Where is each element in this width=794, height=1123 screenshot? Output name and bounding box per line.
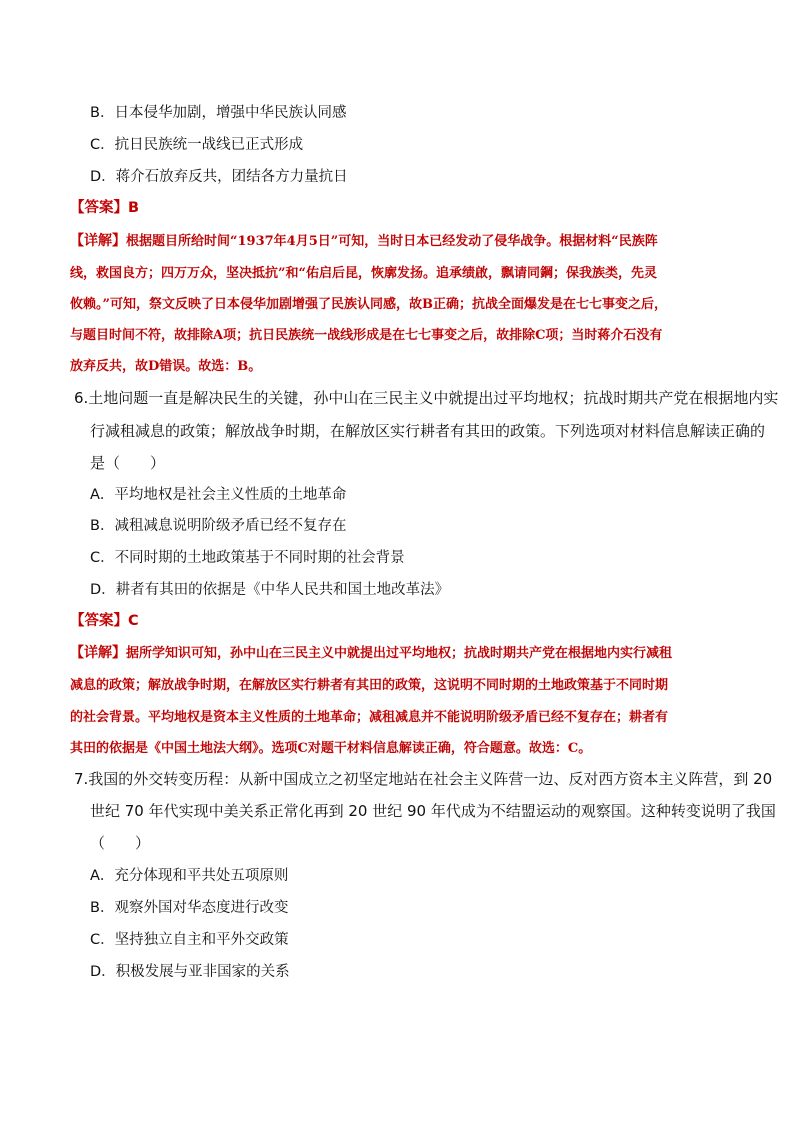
answer-value: B	[128, 200, 140, 216]
q6-option-c: C．不同时期的土地政策基于不同时期的社会背景	[90, 550, 405, 566]
q6-stem-line-1: 6.土地问题一直是解决民生的关键，孙中山在三民主义中就提出过平均地权；抗战时期共产党在根据地内实	[74, 389, 779, 407]
q7-option-d: D．积极发展与亚非国家的关系	[90, 964, 290, 980]
q5-detail-line-5: 放弃反共，故D错误。故选：B。	[70, 359, 262, 374]
q6-answer	[70, 609, 139, 630]
q6-option-a: A．平均地权是社会主义性质的土地革命	[90, 487, 347, 503]
answer-label: 【答案】	[70, 613, 128, 629]
q5-option-d: D．蒋介石放弃反共，团结各方力量抗日	[90, 169, 348, 185]
q5-detail-line-4: 与题目时间不符，故排除A项；抗日民族统一战线形成是在七七事变之后，故排除C项；当时蒋介石没有	[70, 328, 663, 343]
detail-label: 【详解】	[70, 233, 126, 249]
q7-option-b: B．观察外国对华态度进行改变	[90, 900, 289, 916]
q5-option-c: C．抗日民族统一战线已正式形成	[90, 137, 304, 153]
q7-option-a: A．充分体现和平共处五项原则	[90, 868, 289, 884]
q5-detail-line-2: 线，救国良方；四万万众，坚决抵抗”和“佑启后昆，恢廓发扬。追承绩啟，飘请同鋼；保我族类，先灵	[70, 266, 657, 281]
detail-text: 据所学知识可知，孙中山在三民主义中就提出过平均地权；抗战时期共产党在根据地内实行减租	[126, 646, 673, 661]
answer-label: 【答案】	[70, 200, 128, 216]
q6-detail-line-2: 减息的政策；解放战争时期，在解放区实行耕者有其田的政策，这说明不同时期的土地政策基于不同时期	[70, 678, 669, 693]
q6-detail-line-3: 的社会背景。平均地权是资本主义性质的土地革命；减租减息并不能说明阶级矛盾已经不复存在；耕者有	[70, 710, 669, 725]
q6-stem-line-3: 是（ ）	[90, 454, 166, 472]
q7-stem-line-2: 世纪 70 年代实现中美关系正常化再到 20 世纪 90 年代成为不结盟运动的观察国。这种转变说明了我国	[90, 802, 776, 820]
q6-detail-line-1	[70, 642, 672, 662]
detail-label: 【详解】	[70, 645, 126, 661]
q6-detail-line-4: 其田的依据是《中国土地法大纲》。选项C对题干材料信息解读正确，符合题意。故选：C。	[70, 741, 592, 756]
q5-detail-line-1	[70, 230, 658, 250]
q6-stem-line-2: 行减租减息的政策；解放战争时期，在解放区实行耕者有其田的政策。下列选项对材料信息解读正确的	[90, 422, 766, 440]
q5-option-b: B．日本侵华加剧，增强中华民族认同感	[90, 105, 347, 121]
answer-value: C	[128, 613, 139, 629]
q5-detail-line-3: 攸赖。”可知，祭文反映了日本侵华加剧增强了民族认同感，故B正确；抗战全面爆发是在七七事变之后，	[70, 297, 667, 312]
q7-stem-line-1: 7.我国的外交转变历程：从新中国成立之初坚定地站在社会主义阵营一边、反对西方资本主义阵营，到 20	[74, 770, 773, 788]
q6-option-b: B．减租减息说明阶级矛盾已经不复存在	[90, 518, 347, 534]
q6-option-d: D．耕者有其田的依据是《中华人民共和国土地改革法》	[90, 582, 450, 598]
q5-answer	[70, 196, 139, 217]
q7-option-c: C．坚持独立自主和平外交政策	[90, 932, 289, 948]
detail-text: 根据题目所给时间“1937年4月5日”可知，当时日本已经发动了侵华战争。根据材料“民族阵	[126, 234, 658, 249]
q7-stem-line-3: （ ）	[90, 834, 151, 852]
